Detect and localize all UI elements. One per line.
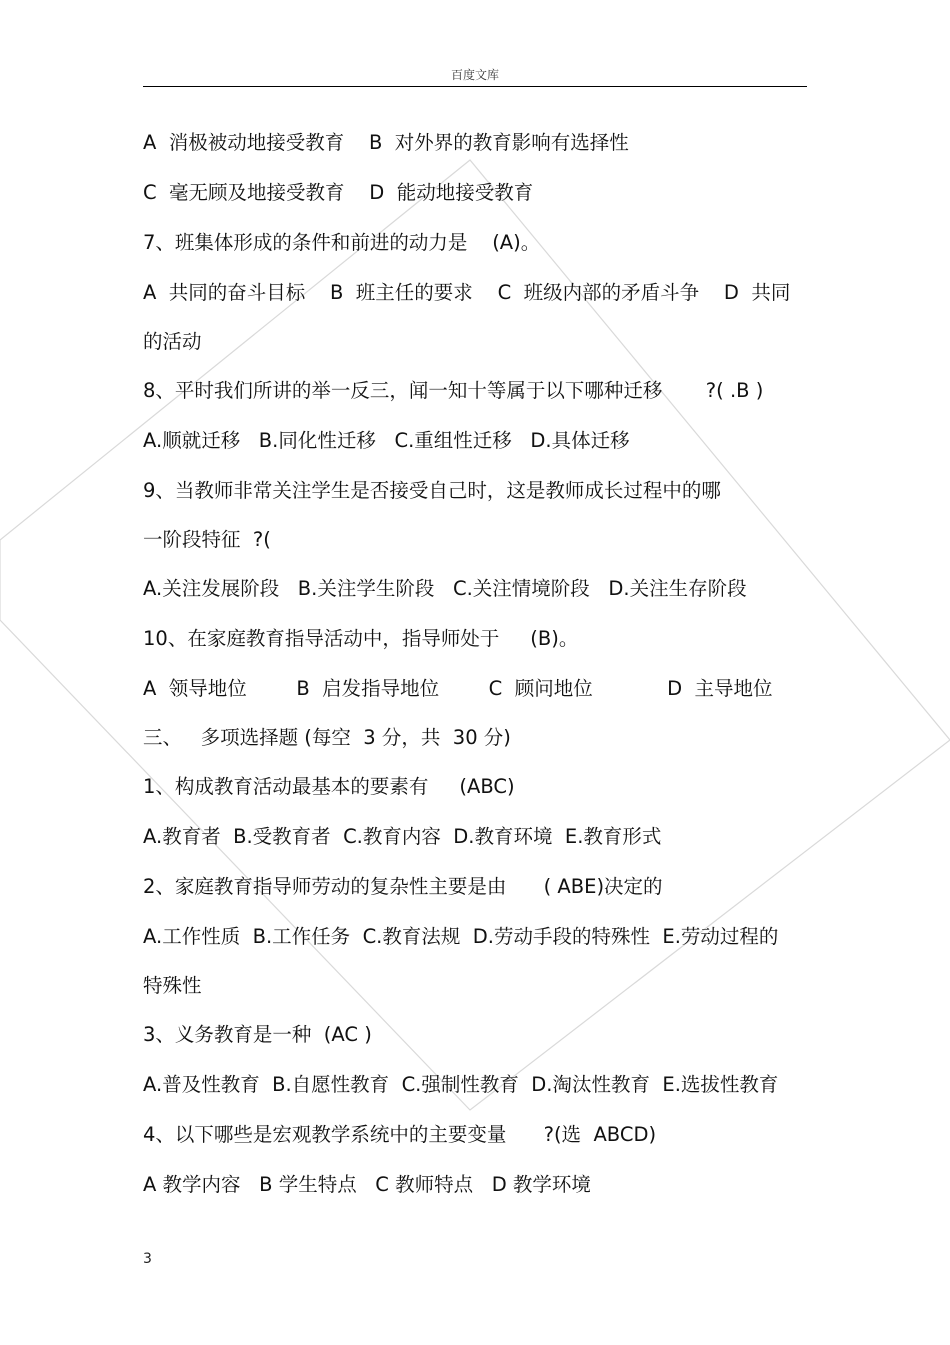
document-body xyxy=(143,118,811,1210)
text-line: C 毫无顾及地接受教育 D 能动地接受教育 xyxy=(143,181,534,204)
text-line: 的活动 xyxy=(143,330,202,353)
text-line: 特殊性 xyxy=(143,974,202,997)
text-line: A.普及性教育 B.自愿性教育 C.强制性教育 D.淘汰性教育 E.选拔性教育 xyxy=(143,1073,779,1096)
header-divider xyxy=(143,86,807,87)
text-line: A 领导地位 B 启发指导地位 C 顾问地位 D 主导地位 xyxy=(143,677,773,700)
text-line: A.顺就迁移 B.同化性迁移 C.重组性迁移 D.具体迁移 xyxy=(143,429,630,452)
question-7: 7、班集体形成的条件和前进的动力是 (A)。 xyxy=(143,231,541,254)
question-4: 4、以下哪些是宏观教学系统中的主要变量 ?(选 ABCD) xyxy=(143,1123,657,1146)
section-heading: 三、 多项选择题 (每空 3 分，共 30 分) xyxy=(143,726,511,749)
text-line: A.教育者 B.受教育者 C.教育内容 D.教育环境 E.教育形式 xyxy=(143,825,662,848)
text-line: A 教学内容 B 学生特点 C 教师特点 D 教学环境 xyxy=(143,1173,591,1196)
question-1: 1、构成教育活动最基本的要素有 (ABC) xyxy=(143,775,515,798)
question-8: 8、平时我们所讲的举一反三，闻一知十等属于以下哪种迁移 ?( .B ) xyxy=(143,379,764,402)
text-line: A 共同的奋斗目标 B 班主任的要求 C 班级内部的矛盾斗争 D 共同 xyxy=(143,281,791,304)
text-line: A.关注发展阶段 B.关注学生阶段 C.关注情境阶段 D.关注生存阶段 xyxy=(143,577,747,600)
question-2: 2、家庭教育指导师劳动的复杂性主要是由 ( ABE)决定的 xyxy=(143,875,663,898)
text-line: 一阶段特征 ?( xyxy=(143,528,271,551)
question-3: 3、义务教育是一种 (AC ) xyxy=(143,1023,372,1046)
page-number: 3 xyxy=(143,1251,152,1267)
text-line: A 消极被动地接受教育 B 对外界的教育影响有选择性 xyxy=(143,131,629,154)
page-header: 百度文库 xyxy=(450,68,499,82)
question-9: 9、当教师非常关注学生是否接受自己时，这是教师成长过程中的哪 xyxy=(143,479,721,502)
question-10: 10、在家庭教育指导活动中，指导师处于 (B)。 xyxy=(143,627,579,650)
text-line: A.工作性质 B.工作任务 C.教育法规 D.劳动手段的特殊性 E.劳动过程的 xyxy=(143,925,779,948)
